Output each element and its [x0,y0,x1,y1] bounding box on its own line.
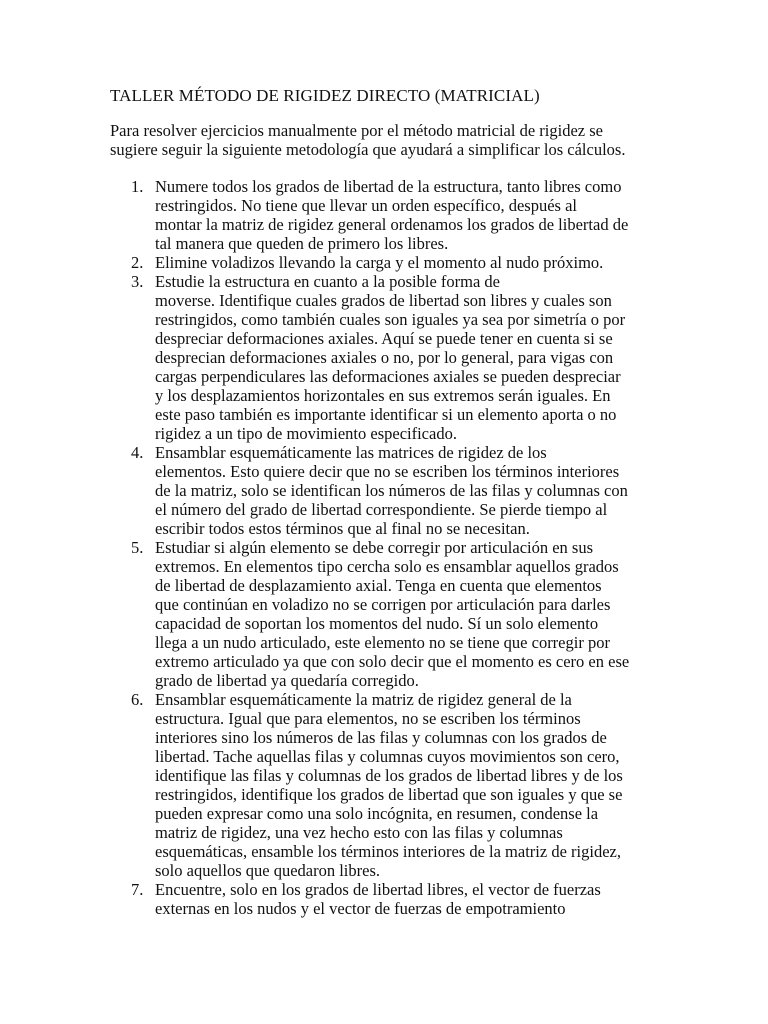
step-number: 2. [131,253,144,272]
step-line: despreciar deformaciones axiales. Aquí se puede tener en cuenta si se [155,329,613,348]
step-number: 5. [131,538,144,557]
step-number: 6. [131,690,144,709]
step-number: 4. [131,443,144,462]
step-text [155,177,768,253]
step-line: elementos. Esto quiere decir que no se escriben los términos interiores [155,462,620,481]
step-line: esquemáticas, ensamble los términos interiores de la matriz de rigidez, [155,842,621,861]
intro-line: Para resolver ejercicios manualmente por el método matricial de rigidez se [110,121,603,140]
step-line: este paso también es importante identificar si un elemento aporta o no [155,405,617,424]
step-line: escribir todos estos términos que al final no se necesitan. [155,519,530,538]
step-text [155,272,768,443]
step-line: capacidad de soportan los momentos del nudo. Sí un solo elemento [155,614,599,633]
step-text [155,690,768,880]
step-line: solo aquellos que quedaron libres. [155,861,380,880]
step-text [155,538,768,690]
step-7 [0,880,768,918]
document-title: TALLER MÉTODO DE RIGIDEZ DIRECTO (MATRICIAL) [110,86,540,105]
step-number: 1. [131,177,144,196]
step-line: pueden expresar como una solo incógnita, en resumen, condense la [155,804,599,823]
step-line: Numere todos los grados de libertad de la estructura, tanto libres como [155,177,622,196]
step-line: moverse. Identifique cuales grados de libertad son libres y cuales son [155,291,612,310]
step-line: extremo articulado ya que con solo decir que el momento es cero en ese [155,652,630,671]
step-line: Estudiar si algún elemento se debe corregir por articulación en sus [155,538,594,557]
step-text [155,253,768,272]
step-number: 3. [131,272,144,291]
step-line: que continúan en voladizo no se corrigen por articulación para darles [155,595,611,614]
step-line: grado de libertad ya quedaría corregido. [155,671,419,690]
step-line: montar la matriz de rigidez general ordenamos los grados de libertad de [155,215,629,234]
methodology-steps-list [0,177,768,918]
step-line: externas en los nudos y el vector de fuerzas de empotramiento [155,899,566,918]
step-line: Estudie la estructura en cuanto a la posible forma de [155,272,500,291]
step-2 [0,253,768,272]
step-line: libertad. Tache aquellas filas y columnas cuyos movimientos son cero, [155,747,620,766]
step-text [155,443,768,538]
step-line: Ensamblar esquemáticamente la matriz de rigidez general de la [155,690,572,709]
step-3 [0,272,768,443]
step-line: restringidos, como también cuales son iguales ya sea por simetría o por [155,310,626,329]
step-line: de libertad de desplazamiento axial. Tenga en cuenta que elementos [155,576,602,595]
step-line: interiores sino los números de las filas y columnas con los grados de [155,728,607,747]
step-line: Elimine voladizos llevando la carga y el momento al nudo próximo. [155,253,604,272]
step-line: matriz de rigidez, una vez hecho esto con las filas y columnas [155,823,563,842]
step-line: y los desplazamientos horizontales en sus extremos serán iguales. En [155,386,611,405]
step-line: identifique las filas y columnas de los grados de libertad libres y de los [155,766,623,785]
intro-line: sugiere seguir la siguiente metodología que ayudará a simplificar los cálculos. [110,140,626,159]
step-line: cargas perpendiculares las deformaciones axiales se pueden despreciar [155,367,621,386]
step-number: 7. [131,880,144,899]
step-line: extremos. En elementos tipo cercha solo es ensamblar aquellos grados [155,557,619,576]
step-6 [0,690,768,880]
step-line: tal manera que queden de primero los libres. [155,234,449,253]
step-line: Encuentre, solo en los grados de libertad libres, el vector de fuerzas [155,880,601,899]
step-4 [0,443,768,538]
step-text [155,880,768,918]
step-line: llega a un nudo articulado, este elemento no se tiene que corregir por [155,633,610,652]
step-line: restringidos. No tiene que llevar un orden específico, después al [155,196,577,215]
intro-paragraph [110,121,670,159]
step-line: desprecian deformaciones axiales o no, por lo general, para vigas con [155,348,614,367]
step-line: de la matriz, solo se identifican los números de las filas y columnas con [155,481,628,500]
step-5 [0,538,768,690]
step-line: restringidos, identifique los grados de libertad que son iguales y que se [155,785,623,804]
step-line: el número del grado de libertad correspondiente. Se pierde tiempo al [155,500,608,519]
step-line: Ensamblar esquemáticamente las matrices de rigidez de los [155,443,547,462]
step-1 [0,177,768,253]
step-line: rigidez a un tipo de movimiento especificado. [155,424,457,443]
step-line: estructura. Igual que para elementos, no se escriben los términos [155,709,581,728]
